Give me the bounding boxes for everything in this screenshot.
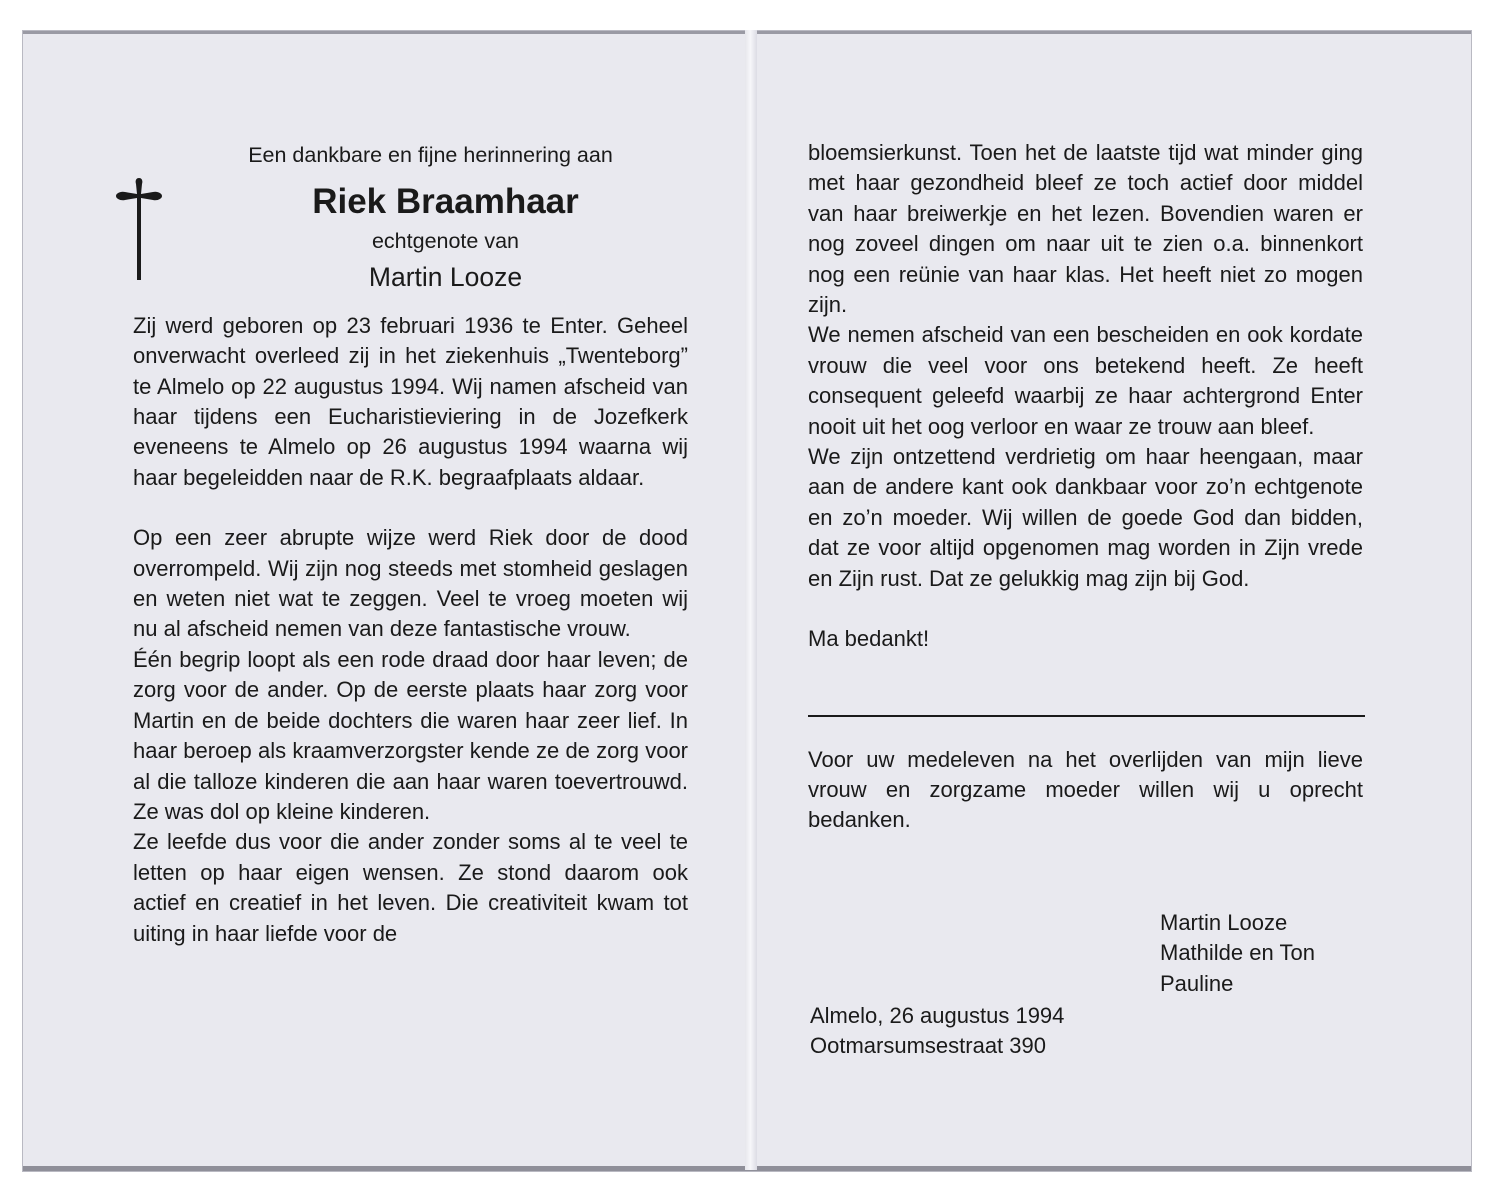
- signer-name: Martin Looze: [1160, 910, 1288, 935]
- signer-name: Pauline: [1160, 970, 1234, 996]
- paragraph-grief: We zijn ontzettend verdrietig om haar heengaan, maar aan de andere kant ook dankbaar voor zo’n echtgenote en zo’n moeder. Wij willen de goede God dan bidden, dat ze voor altijd opgenomen mag worden in Zijn vrede en Zijn rust. Dat ze gelukkig mag zijn bij God.: [808, 444, 1363, 591]
- paragraph-thanks-ma: Ma bedankt!: [808, 626, 930, 652]
- signer-name: Mathilde en Ton: [1160, 940, 1315, 966]
- paragraph-sudden: Op een zeer abrupte wijze werd Riek door de dood overrompeld. Wij zijn nog steeds met stomheid geslagen en weten niet wat te zeggen. Veel te vroeg moeten wij nu al afscheid nemen van deze fantastische vrouw.: [133, 525, 688, 642]
- paragraph-hobbies: bloemsierkunst. Toen het de laatste tijd wat minder ging met haar gezondheid bleef ze toch actief door middel van haar breiwerkje en het lezen. Bovendien waren er nog zoveel dingen om naar uit te zien o.a. binnenkort nog een reünie van haar klas. Het heeft niet zo mogen zijn.: [808, 140, 1363, 318]
- place-date: Almelo, 26 augustus 1994: [810, 1003, 1065, 1028]
- divider-line: [808, 715, 1365, 717]
- thanks-message: Voor uw medeleven na het overlijden van mijn lieve vrouw en zorgzame moeder willen wij u oprecht bedanken.: [808, 746, 1363, 833]
- address: Ootmarsumsestraat 390: [810, 1033, 1046, 1059]
- paragraph-farewell: We nemen afscheid van een bescheiden en ook kordate vrouw die veel voor ons betekend heeft. Ze heeft consequent geleefd waarbij ze haar achtergrond Enter nooit uit het oog verloor en waar ze trouw aan bleef.: [808, 322, 1363, 439]
- paragraph-birth-death: Zij werd geboren op 23 februari 1936 te Enter. Geheel onverwacht overleed zij in het ziekenhuis „Twenteborg” te Almelo op 22 augustus 1994. Wij namen afscheid van haar tijdens een Eucharistieviering in de Jozefkerk eveneens te Almelo op 26 augustus 1994 waarna wij haar begeleidden naar de R.K. begraafplaats aldaar.: [133, 312, 688, 490]
- relation-line: echtgenote van: [371, 229, 520, 254]
- paragraph-creative: Ze leefde dus voor die ander zonder soms al te veel te letten op haar eigen wensen. Ze stond daarom ook actief en creatief in het leven. Die creativiteit kwam tot uiting in haar liefde voor de: [133, 829, 688, 946]
- right-page: [808, 138, 1363, 836]
- place-block: [810, 1001, 1064, 1062]
- card-fold: [745, 30, 757, 1170]
- paragraph-care: Één begrip loopt als een rode draad door haar leven; de zorg voor de ander. Op de eerste plaats haar zorg voor Martin en de beide dochters die waren haar zeer lief. In haar beroep als kraamverzorgster kende ze de zorg voor al die talloze kinderen die aan haar waren toevertrouwd. Ze was dol op kleine kinderen.: [133, 646, 688, 824]
- spouse-name: Martin Looze: [368, 261, 523, 292]
- intro-line: Een dankbare en fijne herinnering aan: [248, 143, 613, 167]
- deceased-name: Riek Braamhaar: [312, 182, 579, 222]
- signers-block: [1160, 908, 1315, 999]
- left-page: [133, 140, 688, 949]
